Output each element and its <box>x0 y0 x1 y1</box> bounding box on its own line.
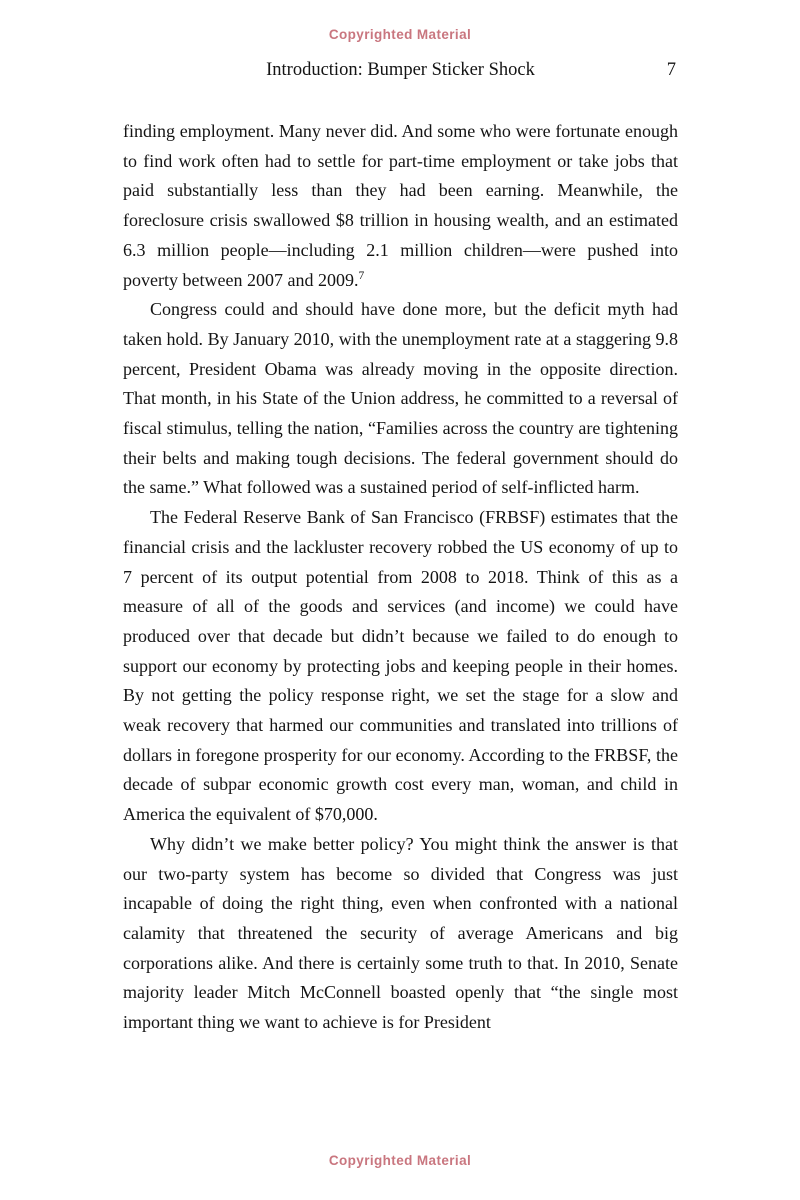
running-head-title: Introduction: Bumper Sticker Shock <box>266 60 535 80</box>
copyright-notice-bottom: Copyrighted Material <box>328 1153 472 1168</box>
page-number: 7 <box>666 60 676 80</box>
running-header <box>123 60 678 84</box>
paragraph <box>123 295 678 503</box>
paragraph-text: Why didn’t we make better policy? You might think the answer is that our two-party system has become so divided that Congress was just incapable of doing the right thing, even when confronted with a national calamity that threatened the security of average Americans and big corporations alike. And there is certainly some truth to that. In 2010, Senate majority leader Mitch McConnell boasted openly that “the single most important thing we want to achieve is for President <box>123 833 678 1033</box>
paragraph-text: finding employment. Many never did. And some who were fortunate enough to find work often had to settle for part-time employment or take jobs that paid substantially less than they had been earning. Meanwhile, the foreclosure crisis swallowed $8 trillion in housing wealth, and an estimated 6.3 million people—including 2.1 million children—were pushed into poverty between 2007 and 2009. <box>123 121 678 290</box>
paragraph <box>123 830 678 1038</box>
footnote-reference: 7 <box>358 269 365 282</box>
paragraph <box>123 503 678 830</box>
copyright-notice-top: Copyrighted Material <box>328 27 472 42</box>
body-text <box>123 117 678 1038</box>
paragraph-text: The Federal Reserve Bank of San Francisco (FRBSF) estimates that the financial crisis and the lackluster recovery robbed the US economy of up to 7 percent of its output potential from 2008 to 2018. Think of this as a measure of all of the goods and services (and income) we could have produced over that decade but didn’t because we failed to do enough to support our economy by protecting jobs and keeping people in their homes. By not getting the policy response right, we set the stage for a slow and weak recovery that harmed our communities and translated into trillions of dollars in foregone prosperity for our economy. According to the FRBSF, the decade of subpar economic growth cost every man, woman, and child in America the equivalent of $70,000. <box>123 507 678 825</box>
paragraph-text: Congress could and should have done more, but the deficit myth had taken hold. By January 2010, with the unemployment rate at a staggering 9.8 percent, President Obama was already moving in the opposite direction. That month, in his State of the Union address, he committed to a reversal of fiscal stimulus, telling the nation, “Families across the country are tightening their belts and making tough decisions. The federal government should do the same.” What followed was a sustained period of self-inflicted harm. <box>123 299 678 498</box>
paragraph <box>123 117 678 295</box>
